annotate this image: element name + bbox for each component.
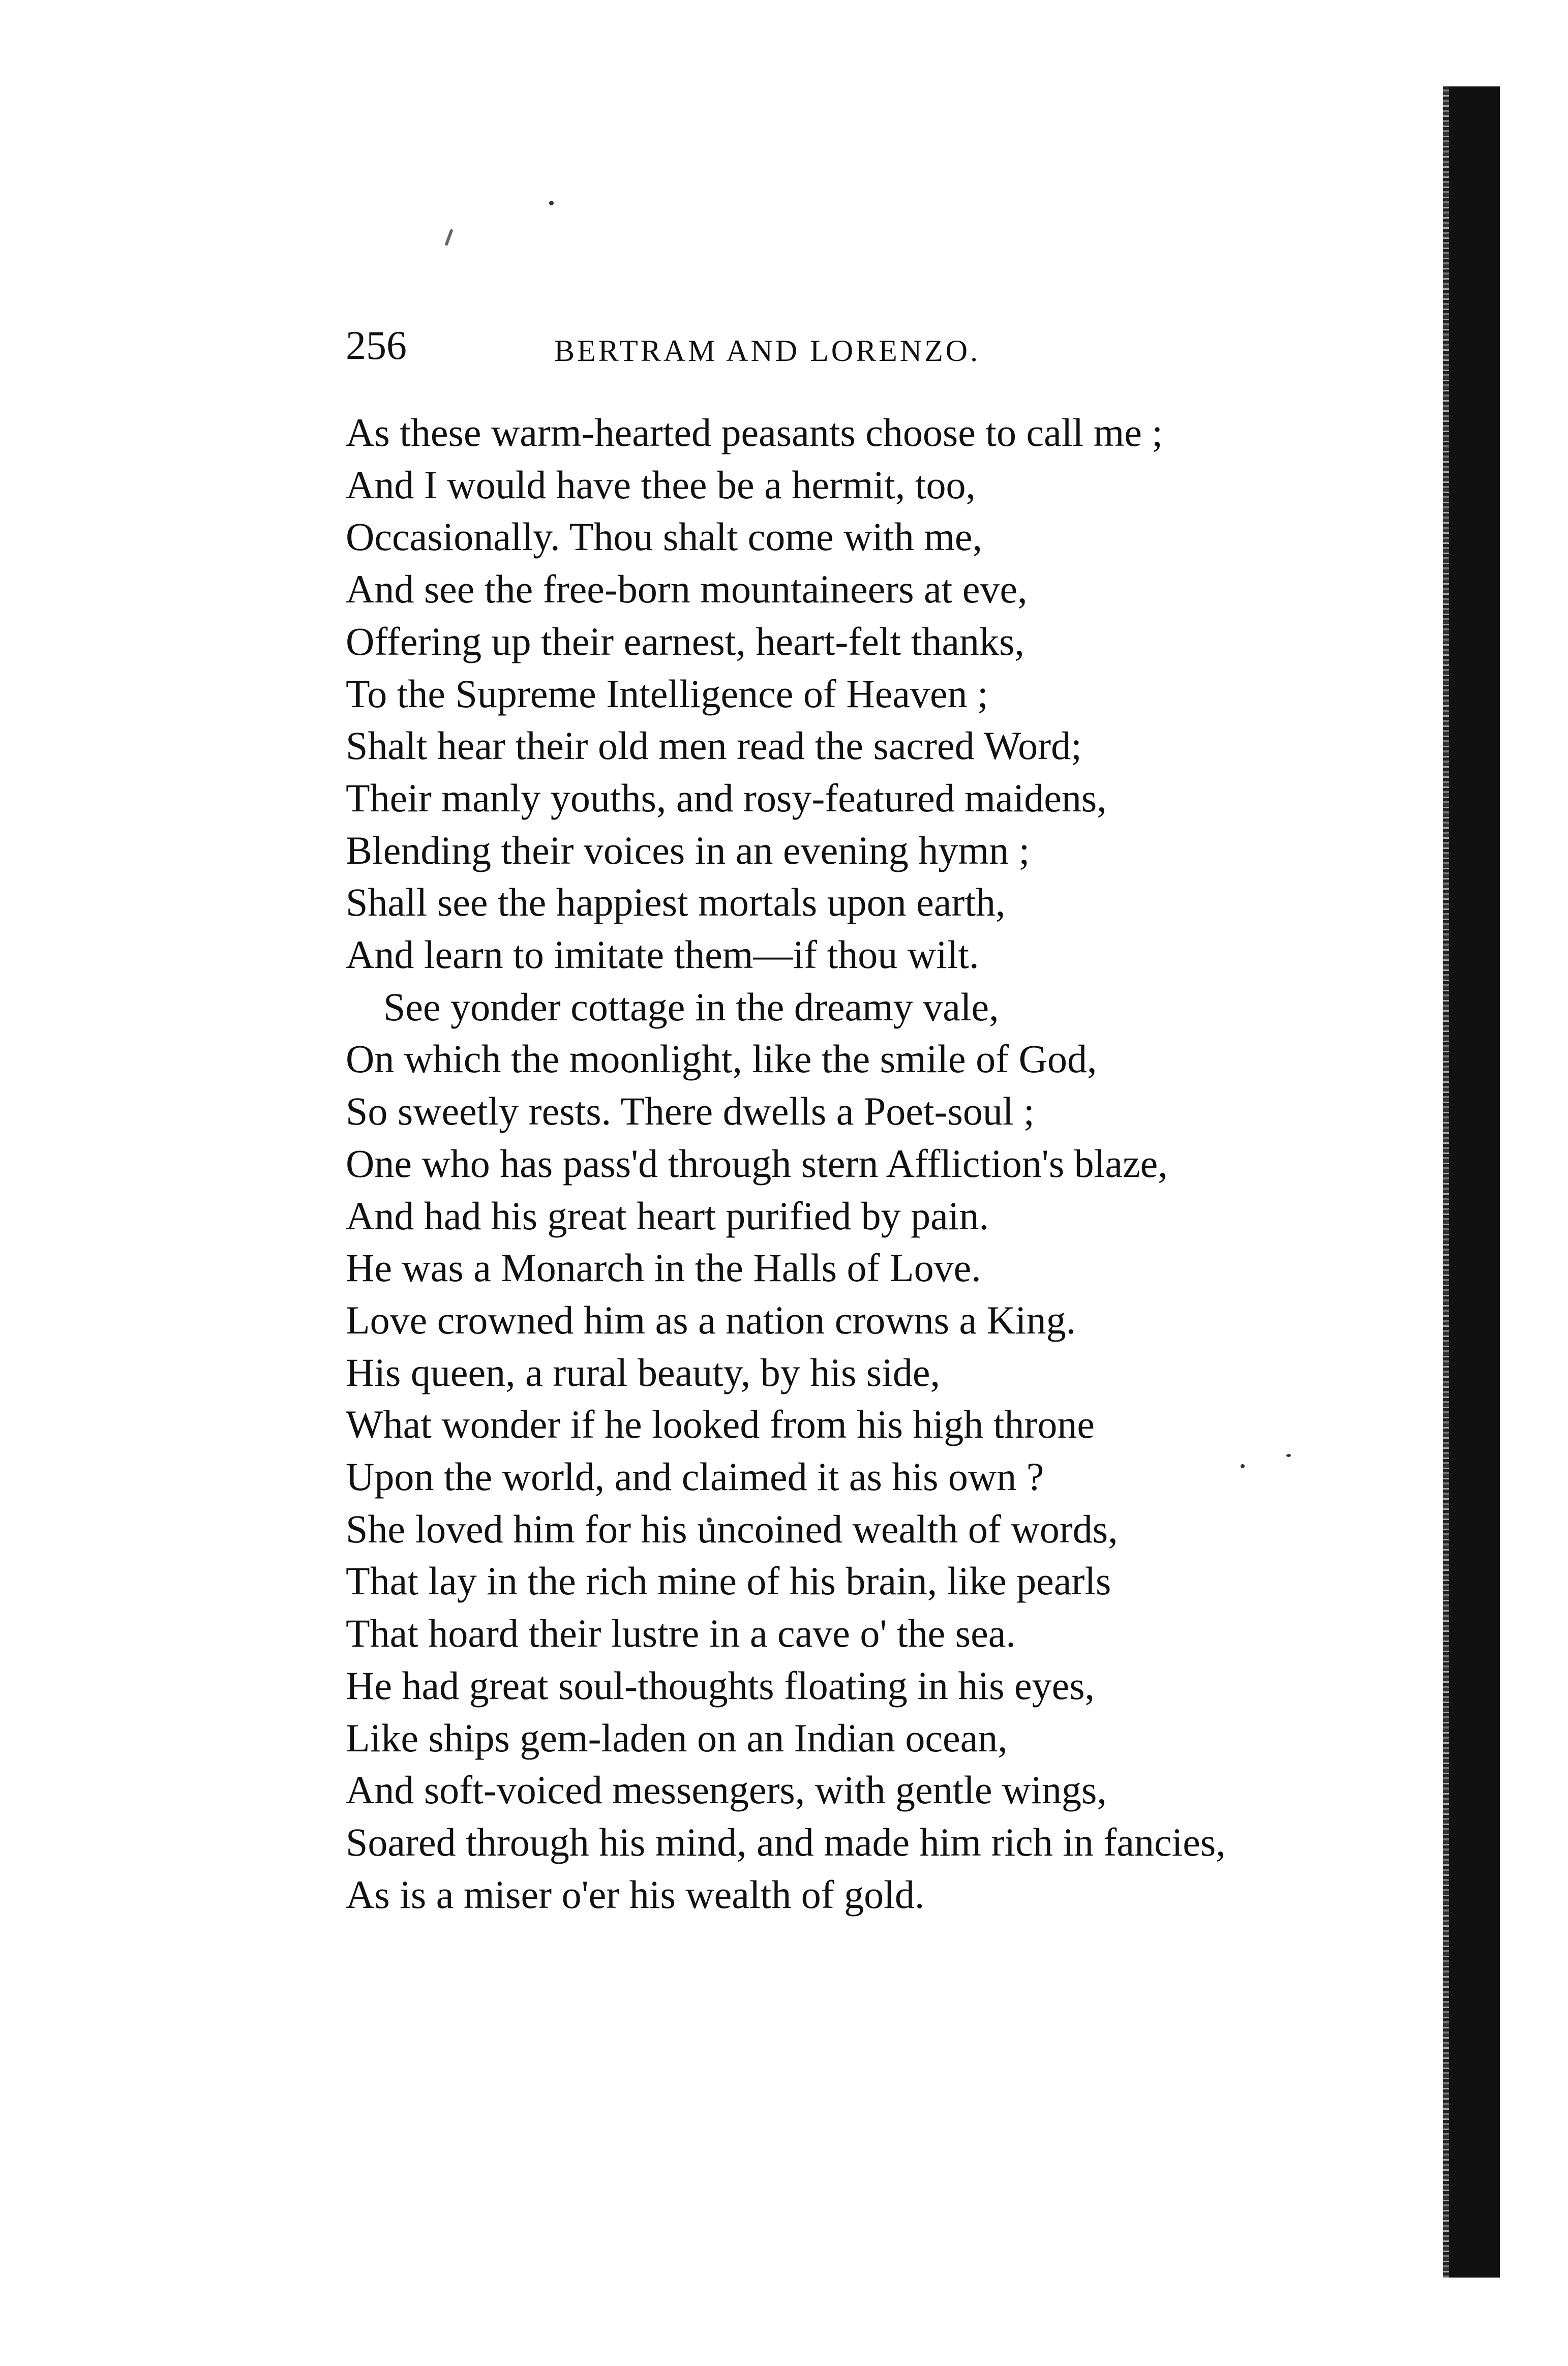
poem-line: As these warm-hearted peasants choose to call me ; <box>346 410 1163 454</box>
poem-line: And soft-voiced messengers, with gentle wings, <box>346 1768 1107 1812</box>
poem-line: And learn to imitate them—if thou wilt. <box>346 932 979 977</box>
poem-line: He was a Monarch in the Halls of Love. <box>346 1246 981 1290</box>
page-number: 256 <box>346 323 407 368</box>
poem-line: That lay in the rich mine of his brain, like pearls <box>346 1559 1111 1603</box>
page-speck <box>444 229 453 246</box>
poem-line: Upon the world, and claimed it as his own ? <box>346 1454 1044 1499</box>
poem-line: On which the moonlight, like the smile of God, <box>346 1037 1097 1081</box>
running-title: BERTRAM AND LORENZO. <box>554 334 981 368</box>
poem-text <box>346 407 1363 1921</box>
poem-line: Their manly youths, and rosy-featured maidens, <box>346 775 1107 820</box>
poem-line: Blending their voices in an evening hymn ; <box>346 828 1030 872</box>
poem-line: And had his great heart purified by pain. <box>346 1193 989 1238</box>
poem-line: His queen, a rural beauty, by his side, <box>346 1350 940 1394</box>
poem-line: And see the free-born mountaineers at eve, <box>346 567 1028 612</box>
poem-line: Offering up their earnest, heart-felt thanks, <box>346 619 1024 663</box>
poem-line: To the Supreme Intelligence of Heaven ; <box>346 671 988 716</box>
poem-line: Soared through his mind, and made him rich in fancies, <box>346 1819 1226 1864</box>
poem-line: As is a miser o'er his wealth of gold. <box>346 1872 925 1917</box>
poem-line: Like ships gem-laden on an Indian ocean, <box>346 1715 1008 1760</box>
poem-line: That hoard their lustre in a cave o' the sea. <box>346 1611 1016 1656</box>
poem-line: Shall see the happiest mortals upon earth, <box>346 880 1006 925</box>
book-spine-shadow <box>1449 86 1500 2278</box>
poem-line: Love crowned him as a nation crowns a King. <box>346 1297 1076 1342</box>
poem-line: One who has pass'd through stern Affliction's blaze, <box>346 1141 1168 1186</box>
poem-line: See yonder cottage in the dreamy vale, <box>383 984 999 1029</box>
poem-line: She loved him for his uncoined wealth of words, <box>346 1506 1118 1551</box>
poem-line: Occasionally. Thou shalt come with me, <box>346 514 983 559</box>
poem-line: He had great soul-thoughts floating in his eyes, <box>346 1663 1095 1708</box>
poem-line: And I would have thee be a hermit, too, <box>346 462 976 507</box>
poem-line: So sweetly rests. There dwells a Poet-soul ; <box>346 1089 1035 1134</box>
page-speck <box>549 201 554 205</box>
poem-line: Shalt hear their old men read the sacred Word; <box>346 723 1082 768</box>
poem-line: What wonder if he looked from his high throne <box>346 1402 1095 1447</box>
